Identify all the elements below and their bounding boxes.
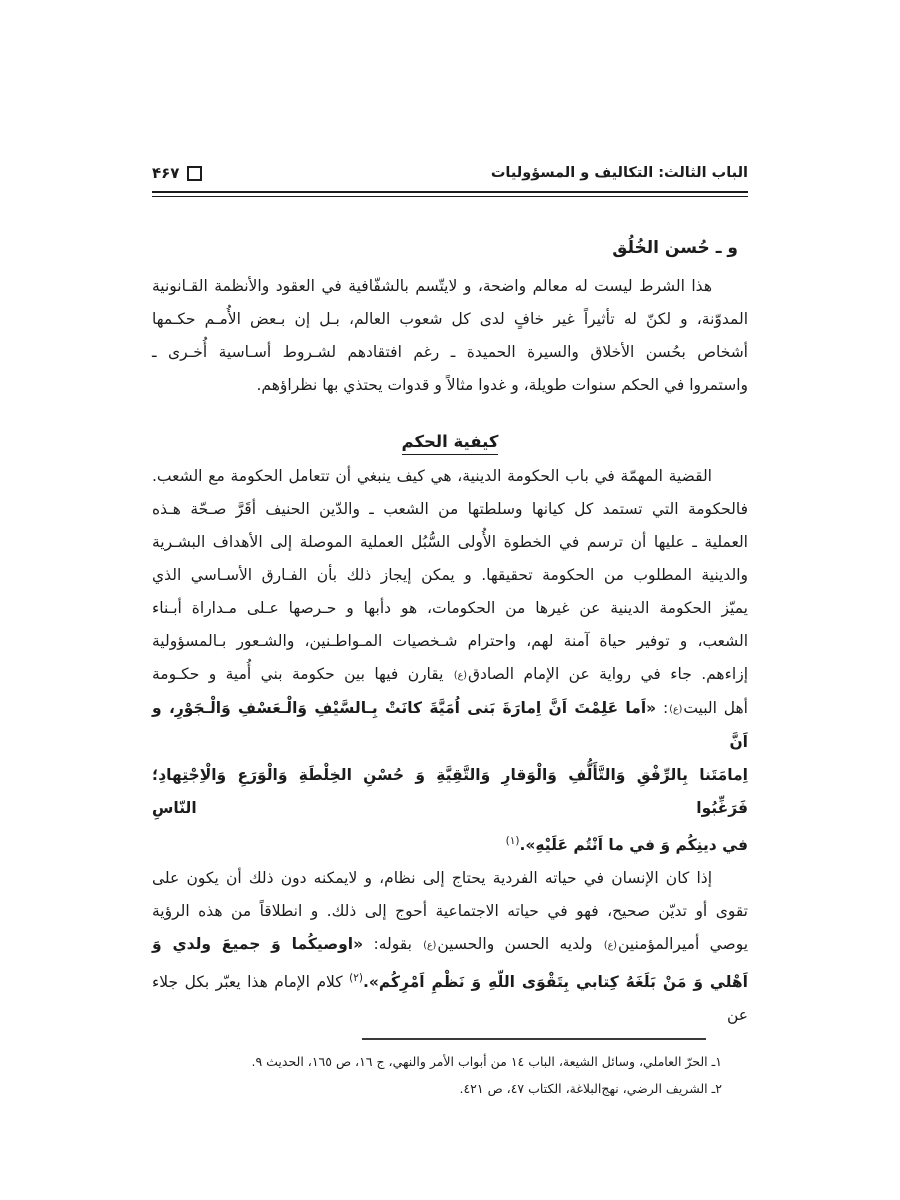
honorific-mark: (ع) [423,940,437,951]
hadith-quote-line: اِمامَتَنا بِالرِّفْقِ وَالتَّأَلُّفِ وَالْوَقارِ وَالتَّقِيَّةِ وَ حُسْنِ الخِلْطَةِ وَالْوَرَعِ وَالْاِجْتِهادِ؛ فَرَغِّبُوا النّاسِ [152,766,748,817]
paragraph-1 [152,270,748,402]
footnote-separator [362,1038,706,1040]
honorific-mark: (ع) [453,670,467,681]
square-bullet-icon [187,166,202,181]
text-run: أهل البيت [683,699,748,717]
text-line [152,825,748,862]
text-run: إزاءهم. جاء في رواية عن الإمام الصادق [467,665,748,683]
paragraph-2 [152,460,748,862]
footnote-1: ١ـ الحرّ العاملي، وسائل الشيعة، الباب ١٤ من أبواب الأمر والنهي، ج ١٦، ص ١٦٥، الحديث ٩. [251,1054,722,1069]
honorific-mark: (ع) [603,940,617,951]
text-line: تقوى أو تديّن صحيح، فهو في حياته الاجتماعية أحوج إلى ذلك. و انطلاقاً من هذه الرؤية [152,902,748,920]
page-header [152,162,748,184]
text-line: فالحكومة التي تستمد كل كيانها وسلطتها من الشعب ـ والدّين الحنيف أقَرَّ صـحّة هـذه [152,500,748,518]
text-line [152,692,748,759]
heading-husn-alkhuluq: و ـ حُسن الخُلُق [612,238,738,258]
text-run: يوصي أميرالمؤمنين [617,935,749,953]
text-line: واستمروا في الحكم سنوات طويلة، و غدوا مثالاً و قدوات يحتذي بها نظراؤهم. [256,376,748,394]
chapter-title: الباب الثالث: التكاليف و المسؤوليات [490,165,748,181]
text-run: كلام الإمام هذا يعبّر بكل جلاء عن [152,973,748,1024]
page-number-group [152,164,202,182]
text-line: الشعب، و توفير حياة آمنة لهم، واحترام شـخصيات المـواطـنين، والشـعور بـالمسؤولية [152,632,748,650]
text-line: العملية ـ عليها أن ترسم في الخطوة الأُولى السُّبُل العملية الموصلة إلى الأهداف البشـرية [152,533,748,551]
hadith-quote: «اوصيكُما وَ جميعَ ولدي وَ [152,935,364,953]
text-run: : [656,699,669,717]
text-run: ولديه الحسن والحسين [437,935,603,953]
paragraph-3 [152,862,748,1032]
text-run: بقوله: [363,935,423,953]
text-line: أشخاص بحُسن الأخلاق والسيرة الحميدة ـ رغم افتقادهم لشـروط أسـاسية أُخـرى ـ [152,343,748,361]
page-number: ۴۶۷ [152,164,180,182]
text-line [152,962,748,1032]
hadith-quote: اَهْلي وَ مَنْ بَلَغَهُ كِتابي بِتَقْوَى اللّهِ وَ نَظْمِ اَمْرِكُم». [362,973,748,991]
hadith-quote: في دينِكُم وَ في ما اَنْتُم عَلَيْهِ». [519,836,748,854]
text-line: والدينية المطلوب من الحكومة تحقيقها. و يمكن إيجاز ذلك بأن الفـارق الأسـاسي الذي [152,566,748,584]
text-line: المدوّنة، و لكنّ له تأثيراً غير خافٍ لدى كل شعوب العالم، بـل إن بـعض الأُمـم حكـمها [152,310,748,328]
footnote-marker-1: (١) [505,835,520,847]
heading-kayfiyyat-alhukm [152,430,748,454]
footnote-marker-2: (٢) [349,972,363,984]
text-line: يميّز الحكومة الدينية عن غيرها من الحكومات، هو دأبها و حـرصها عـلى مـداراة أبـناء [152,599,748,617]
text-line: إذا كان الإنسان في حياته الفردية يحتاج إلى نظام، و لايمكنه دون ذلك أن يكون على [152,869,712,887]
text-line [152,928,748,962]
text-line: هذا الشرط ليست له معالم واضحة، و لايتّسم بالشفّافية في العقود والأنظمة القـانونية [152,277,712,295]
footnotes [152,1048,748,1102]
text-run: يقارن فيها بين حكومة بني أُمية و حكـومة [152,665,453,683]
honorific-mark: (ع) [669,704,683,715]
footnote-2: ٢ـ الشريف الرضي، نهج‌البلاغة، الكتاب ٤٧، ص ٤٢١. [459,1081,722,1096]
page-content [152,0,748,1102]
heading-underlined-text: كيفية الحكم [402,432,499,455]
text-line [152,658,748,692]
text-line: القضية المهمّة في باب الحكومة الدينية، هي كيف ينبغي أن تتعامل الحكومة مع الشعب. [152,467,712,485]
hadith-quote: «اَما عَلِمْتَ اَنَّ اِمارَةَ بَنى اُمَيَّةَ كانَتْ بِـالسَّيْفِ وَالْـعَسْفِ وَالْـجَوْرِ، و اَنَّ [152,699,748,751]
header-rule [152,191,748,197]
